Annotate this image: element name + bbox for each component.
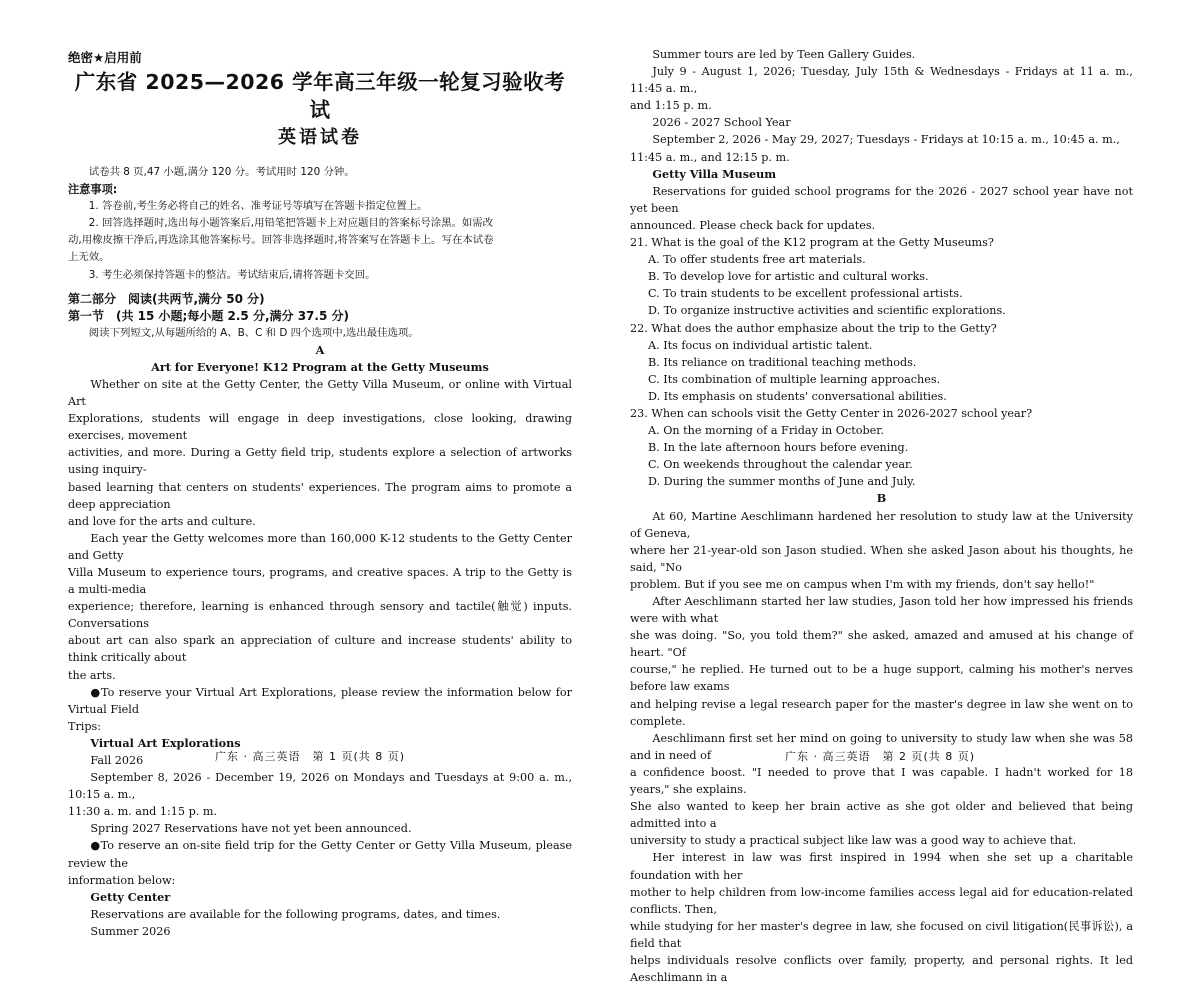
page-1-column <box>68 48 572 940</box>
part-title: 第二部分 阅读(共两节,满分 50 分) <box>68 291 265 306</box>
note-line: 上无效。 <box>68 251 110 264</box>
passage-letter-b: B <box>876 491 887 506</box>
answer-option: D. During the summer months of June and July. <box>648 475 916 489</box>
paragraph-line: Villa Museum to experience tours, programs, and creative spaces. A trip to the Getty is a multi-media <box>68 565 572 597</box>
answer-option: B. Its reliance on traditional teaching methods. <box>648 355 917 369</box>
answer-option: D. To organize instructive activities and scientific explorations. <box>648 304 1006 318</box>
schedule-line: 11:45 a. m., and 12:15 p. m. <box>630 150 790 164</box>
question-stem: 22. What does the author emphasize about the trip to the Getty? <box>630 321 997 335</box>
passage-title: Art for Everyone! K12 Program at the Getty Museums <box>151 359 489 374</box>
schedule-line: July 9 - August 1, 2026; Tuesday, July 15th & Wednesdays - Fridays at 11 a. m., 11:45 a. m., <box>630 65 1133 96</box>
exam-page-1 <box>0 0 600 938</box>
paragraph-line: Explorations, students will engage in deep investigations, close looking, drawing exercises, movement <box>68 412 572 443</box>
paragraph-line: about art can also spark an appreciation of culture and increase students' ability to think critically about <box>68 634 572 665</box>
getty-center-heading: Getty Center <box>90 889 171 904</box>
instruction: 阅读下列短文,从每题所给的 A、B、C 和 D 四个选项中,选出最佳选项。 <box>88 326 419 339</box>
answer-option: C. Its combination of multiple learning approaches. <box>648 372 941 386</box>
paragraph-line: while studying for her master's degree in law, she focused on civil litigation(民事诉讼), a field that <box>630 919 1133 950</box>
note-line: 3. 考生必须保持答题卡的整洁。考试结束后,请将答题卡交回。 <box>88 268 376 281</box>
paragraph-line: activities, and more. During a Getty field trip, students explore a selection of artworks using inquiry- <box>68 446 572 477</box>
paragraph-line: Her interest in law was first inspired in 1994 when she set up a charitable foundation with her <box>630 851 1133 882</box>
paragraph-line: problem. But if you see me on campus when I'm with my friends, don't say hello!" <box>630 577 1095 591</box>
exam-page-2 <box>600 0 1200 985</box>
paragraph-line: mother to help children from low-income families access legal aid for education-related conflicts. Then, <box>630 885 1133 916</box>
getty-center-line: Reservations are available for the following programs, dates, and times. <box>90 907 501 921</box>
paragraph-line: At 60, Martine Aeschlimann hardened her resolution to study law at the University of Geneva, <box>630 509 1133 540</box>
exam-subtitle: 英语试卷 <box>278 127 362 148</box>
paragraph-line: Whether on site at the Getty Center, the Getty Villa Museum, or online with Virtual Art <box>68 377 572 409</box>
confidential-label: 绝密★启用前 <box>68 50 142 65</box>
virtual-dates: September 8, 2026 - December 19, 2026 on Mondays and Tuesdays at 9:00 a. m., 10:15 a. m., <box>68 771 572 802</box>
answer-option: A. On the morning of a Friday in October. <box>648 424 884 438</box>
question-stem: 23. When can schools visit the Getty Center in 2026-2027 school year? <box>630 406 1033 420</box>
paragraph-line: a confidence boost. "I needed to prove that I was capable. I hadn't worked for 18 years," she explains. <box>630 765 1133 797</box>
villa-heading: Getty Villa Museum <box>652 166 777 181</box>
schedule-line: and 1:15 p. m. <box>630 99 712 113</box>
paragraph-line: course," he replied. He turned out to be a huge support, calming his mother's nerves before law exams <box>630 663 1133 694</box>
page-2-footer: 广东 · 高三英语 第 2 页(共 8 页) <box>784 750 976 763</box>
schedule-line: Summer tours are led by Teen Gallery Guides. <box>652 48 916 61</box>
paragraph-line: Aeschlimann first set her mind on going to university to study law when she was 58 and in need of <box>630 731 1133 762</box>
paragraph-line: the arts. <box>68 668 116 682</box>
section-title: 第一节 (共 15 小题;每小题 2.5 分,满分 37.5 分) <box>68 308 349 323</box>
notes-title: 注意事项: <box>68 183 118 197</box>
answer-option: A. To offer students free art materials. <box>648 253 866 267</box>
bullet-line: Trips: <box>68 719 102 733</box>
school-year: 2026 - 2027 School Year <box>652 116 791 130</box>
exam-intro: 试卷共 8 页,47 小题,满分 120 分。考试用时 120 分钟。 <box>88 166 355 178</box>
page-1-footer: 广东 · 高三英语 第 1 页(共 8 页) <box>214 750 406 763</box>
paragraph-line: Each year the Getty welcomes more than 160,000 K-12 students to the Getty Center and Getty <box>68 531 572 562</box>
paragraph-line: she was doing. "So, you told them?" she asked, amazed and amused at his change of heart. "Of <box>630 629 1133 660</box>
answer-option: B. To develop love for artistic and cultural works. <box>648 270 929 284</box>
virtual-dates: 11:30 a. m. and 1:15 p. m. <box>68 805 218 819</box>
exam-title: 广东省 2025—2026 学年高三年级一轮复习验收考试 <box>74 70 566 122</box>
page-2-column <box>630 46 1133 986</box>
paragraph-line: university to study a practical subject like law was a good way to achieve that. <box>630 834 1077 848</box>
bullet-line: information below: <box>68 873 176 887</box>
paragraph-line: based learning that centers on students' experiences. The program aims to promote a deep appreciation <box>68 480 572 511</box>
note-line: 2. 回答选择题时,选出每小题答案后,用铅笔把答题卡上对应题目的答案标号涂黑。如需改 <box>88 217 494 230</box>
bullet-line: ●To reserve an on-site field trip for the Getty Center or Getty Villa Museum, please review the <box>68 839 572 870</box>
virtual-season: Fall 2026 <box>90 754 144 767</box>
schedule-line: September 2, 2026 - May 29, 2027; Tuesdays - Fridays at 10:15 a. m., 10:45 a. m., <box>652 133 1120 147</box>
note-line: 1. 答卷前,考生务必将自己的姓名、准考证号等填写在答题卡指定位置上。 <box>88 200 428 213</box>
paragraph-line: where her 21-year-old son Jason studied. When she asked Jason about his thoughts, he said, "No <box>630 543 1133 574</box>
bullet-line: ●To reserve your Virtual Art Explorations, please review the information below for Virtual Field <box>68 685 572 716</box>
paragraph-line: experience; therefore, learning is enhanced through sensory and tactile(触觉) inputs. Conversations <box>68 600 572 631</box>
getty-center-summer: Summer 2026 <box>90 924 171 938</box>
answer-option: C. On weekends throughout the calendar year. <box>648 458 913 472</box>
note-line: 动,用橡皮擦干净后,再选涂其他答案标号。回答非选择题时,将答案写在答题卡上。写在本试卷 <box>68 234 494 247</box>
answer-option: C. To train students to be excellent professional artists. <box>648 287 963 301</box>
answer-option: A. Its focus on individual artistic talent. <box>648 338 873 352</box>
paragraph-line: helps individuals resolve conflicts over family, property, and personal rights. It led Aeschlimann in a <box>630 953 1133 985</box>
virtual-heading: Virtual Art Explorations <box>90 735 241 750</box>
answer-option: D. Its emphasis on students' conversational abilities. <box>648 389 947 403</box>
paragraph-line: and helping revise a legal research paper for the master's degree in law she went on to complete. <box>630 697 1133 728</box>
villa-line: announced. Please check back for updates. <box>630 218 876 232</box>
question-stem: 21. What is the goal of the K12 program at the Getty Museums? <box>630 236 994 250</box>
passage-letter-a: A <box>315 342 325 357</box>
villa-line: Reservations for guided school programs for the 2026 - 2027 school year have not yet been <box>630 184 1133 215</box>
paragraph-line: After Aeschlimann started her law studies, Jason told her how impressed his friends were with what <box>630 595 1133 626</box>
virtual-spring: Spring 2027 Reservations have not yet been announced. <box>90 822 412 836</box>
paragraph-line: She also wanted to keep her brain active as she got older and believed that being admitted into a <box>630 800 1133 831</box>
paragraph-line: and love for the arts and culture. <box>68 514 256 528</box>
answer-option: B. In the late afternoon hours before evening. <box>648 441 909 455</box>
